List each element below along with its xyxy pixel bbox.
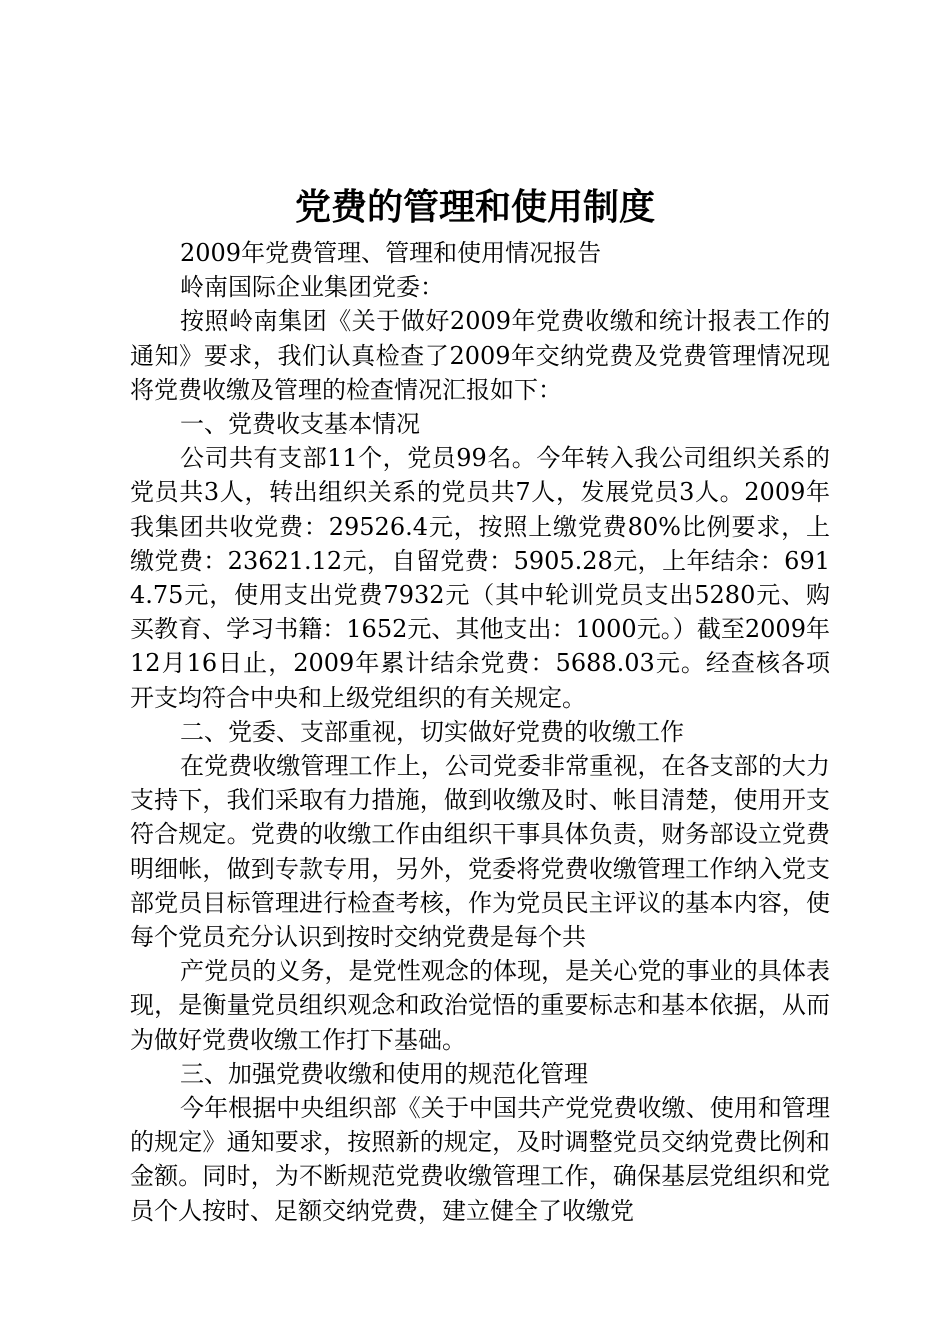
intro-paragraph: 按照岭南集团《关于做好2009年党费收缴和统计报表工作的通知》要求，我们认真检查了2009年交纳党费及党费管理情况现将党费收缴及管理的检查情况汇报如下： — [130, 307, 830, 404]
section-heading-2: 二、党委、支部重视，切实做好党费的收缴工作 — [180, 717, 684, 746]
section-1-paragraph: 公司共有支部11个，党员99名。今年转入我公司组织关系的党员共3人，转出组织关系的党员共7人，发展党员3人。2009年我集团共收党费：29526.4元，按照上缴党费80%比例要求，上缴党费：23621.12元，自留党费：5905.28元，上年结余：6914.75元，使用支出党费7932元（其中轮训党员支出5280元、购买教育、学习书籍：1652元、其他支出：1000元。）截至2009年12月16日止，2009年累计结余党费：5688.03元。经查核各项开支均符合中央和上级党组织的有关规定。 — [130, 444, 830, 712]
report-heading: 2009年党费管理、管理和使用情况报告 — [180, 239, 602, 267]
document-title: 党费的管理和使用制度 — [294, 187, 655, 228]
section-2-paragraph: 在党费收缴管理工作上，公司党委非常重视，在各支部的大力支持下，我们采取有力措施，做到收缴及时、帐目清楚，使用开支符合规定。党费的收缴工作由组织干事具体负责，财务部设立党费明细帐，做到专款专用，另外，党委将党费收缴管理工作纳入党支部党员目标管理进行检查考核，作为党员民主评议的基本内容，使每个党员充分认识到按时交纳党费是每个共 — [130, 752, 830, 952]
section-2-continuation: 产党员的义务，是党性观念的体现，是关心党的事业的具体表现，是衡量党员组织观念和政治觉悟的重要标志和基本依据，从而为做好党费收缴工作打下基础。 — [130, 957, 830, 1054]
document-body — [130, 236, 830, 1228]
section-heading-1: 一、党费收支基本情况 — [180, 410, 420, 439]
section-heading-3: 三、加强党费收缴和使用的规范化管理 — [180, 1059, 588, 1088]
section-3-paragraph: 今年根据中央组织部《关于中国共产党党费收缴、使用和管理的规定》通知要求，按照新的规定，及时调整党员交纳党费比例和金额。同时，为不断规范党费收缴管理工作，确保基层党组织和党员个人按时、足额交纳党费，建立健全了收缴党 — [130, 1094, 830, 1225]
salutation: 岭南国际企业集团党委： — [180, 273, 444, 302]
